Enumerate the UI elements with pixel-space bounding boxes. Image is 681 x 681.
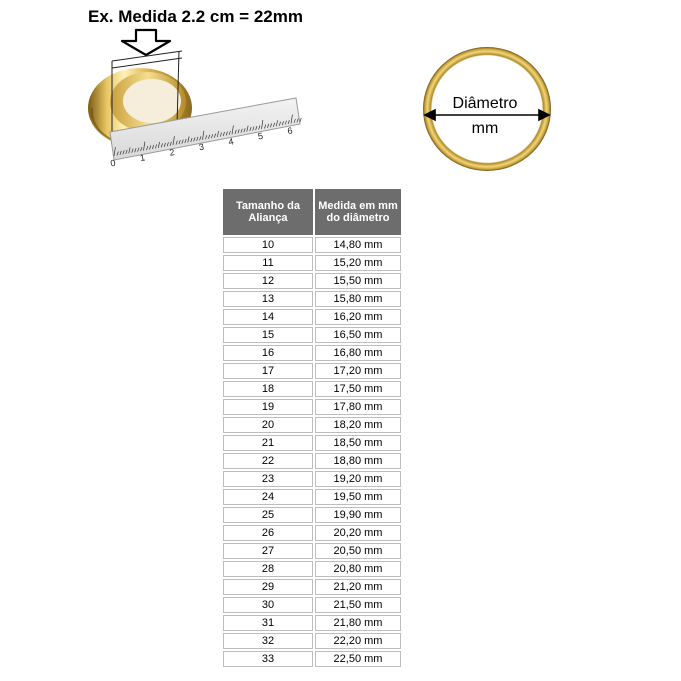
table-row xyxy=(223,417,401,433)
ring-size-cell: 11 xyxy=(223,255,313,271)
table-row xyxy=(223,453,401,469)
diameter-cell: 16,80 mm xyxy=(315,345,401,361)
ring-size-cell: 10 xyxy=(223,237,313,253)
diameter-cell: 20,50 mm xyxy=(315,543,401,559)
diameter-cell: 18,80 mm xyxy=(315,453,401,469)
ruler-tick-label: 3 xyxy=(198,141,205,153)
table-row xyxy=(223,597,401,613)
ring-size-cell: 15 xyxy=(223,327,313,343)
diameter-cell: 17,50 mm xyxy=(315,381,401,397)
table-row xyxy=(223,633,401,649)
ring-size-cell: 28 xyxy=(223,561,313,577)
ruler-tick-label: 5 xyxy=(257,130,264,142)
table-row xyxy=(223,489,401,505)
diameter-cell: 22,20 mm xyxy=(315,633,401,649)
table-row xyxy=(223,345,401,361)
ring-size-cell: 24 xyxy=(223,489,313,505)
ring-size-cell: 22 xyxy=(223,453,313,469)
table-row xyxy=(223,561,401,577)
ruler-tick xyxy=(300,118,301,122)
header-diameter-mm: Medida em mm do diâmetro xyxy=(315,189,401,235)
diameter-cell: 14,80 mm xyxy=(315,237,401,253)
diameter-cell: 18,50 mm xyxy=(315,435,401,451)
ring-size-cell: 19 xyxy=(223,399,313,415)
table-row xyxy=(223,363,401,379)
diameter-cell: 21,80 mm xyxy=(315,615,401,631)
diameter-cell: 21,20 mm xyxy=(315,579,401,595)
ring-size-cell: 25 xyxy=(223,507,313,523)
example-measurement-title: Ex. Medida 2.2 cm = 22mm xyxy=(88,7,303,26)
header-ring-size: Tamanho da Aliança xyxy=(223,189,313,235)
table-row xyxy=(223,291,401,307)
table-row xyxy=(223,615,401,631)
ring-size-cell: 31 xyxy=(223,615,313,631)
diameter-cell: 20,20 mm xyxy=(315,525,401,541)
diameter-cell: 18,20 mm xyxy=(315,417,401,433)
ring-size-table xyxy=(221,187,403,669)
down-arrow-icon xyxy=(122,30,170,55)
diameter-unit-label: mm xyxy=(471,120,499,137)
ring-size-cell: 14 xyxy=(223,309,313,325)
diameter-cell: 20,80 mm xyxy=(315,561,401,577)
ring-size-cell: 23 xyxy=(223,471,313,487)
diameter-cell: 21,50 mm xyxy=(315,597,401,613)
diameter-cell: 16,20 mm xyxy=(315,309,401,325)
ring-size-cell: 26 xyxy=(223,525,313,541)
table-row xyxy=(223,327,401,343)
ring-size-cell: 32 xyxy=(223,633,313,649)
ring-size-cell: 16 xyxy=(223,345,313,361)
ring-size-cell: 21 xyxy=(223,435,313,451)
ruler-tick-label: 0 xyxy=(109,157,117,169)
diameter-label: Diâmetro xyxy=(452,95,518,112)
table-row xyxy=(223,471,401,487)
ruler-tick-label: 4 xyxy=(227,136,235,147)
diameter-cell: 22,50 mm xyxy=(315,651,401,667)
ring-size-cell: 18 xyxy=(223,381,313,397)
diameter-cell: 19,50 mm xyxy=(315,489,401,505)
diameter-cell: 16,50 mm xyxy=(315,327,401,343)
diameter-diagram xyxy=(415,42,555,172)
ruler-tick-label: 6 xyxy=(286,125,294,137)
table-row xyxy=(223,309,401,325)
table-body xyxy=(223,237,401,667)
diameter-cell: 19,90 mm xyxy=(315,507,401,523)
diameter-cell: 15,50 mm xyxy=(315,273,401,289)
ring-size-cell: 17 xyxy=(223,363,313,379)
table-row xyxy=(223,237,401,253)
ruler-tick-label: 1 xyxy=(139,152,146,164)
diameter-cell: 17,20 mm xyxy=(315,363,401,379)
ring-size-cell: 13 xyxy=(223,291,313,307)
ring-size-cell: 29 xyxy=(223,579,313,595)
table-row xyxy=(223,543,401,559)
table-row xyxy=(223,525,401,541)
table-row xyxy=(223,273,401,289)
diameter-cell: 15,20 mm xyxy=(315,255,401,271)
table-header-row xyxy=(223,189,401,235)
ring-size-cell: 30 xyxy=(223,597,313,613)
table-row xyxy=(223,507,401,523)
ring-size-cell: 12 xyxy=(223,273,313,289)
table-row xyxy=(223,435,401,451)
table-row xyxy=(223,579,401,595)
table-row xyxy=(223,255,401,271)
diameter-cell: 15,80 mm xyxy=(315,291,401,307)
table-row xyxy=(223,651,401,667)
diameter-cell: 19,20 mm xyxy=(315,471,401,487)
table-row xyxy=(223,381,401,397)
ring-size-cell: 27 xyxy=(223,543,313,559)
diameter-cell: 17,80 mm xyxy=(315,399,401,415)
ring-ruler-illustration xyxy=(82,28,302,180)
ring-size-cell: 33 xyxy=(223,651,313,667)
table-row xyxy=(223,399,401,415)
ruler-tick-label: 2 xyxy=(168,147,176,158)
ring-size-cell: 20 xyxy=(223,417,313,433)
